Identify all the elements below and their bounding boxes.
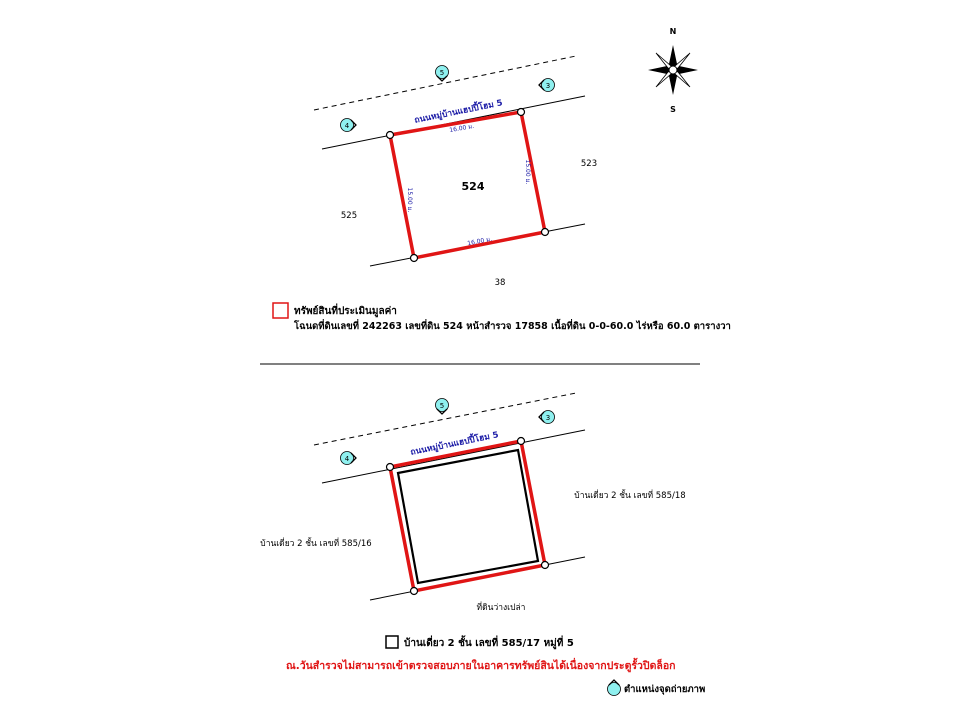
map2-photo-marker-3[interactable] bbox=[539, 411, 555, 424]
map2-corner-pin bbox=[387, 464, 394, 471]
map2-neighbor-east: บ้านเดี่ยว 2 ชั้น เลขที่ 585/18 bbox=[574, 491, 686, 501]
compass-north-label: N bbox=[669, 27, 677, 36]
map1-corner-pin bbox=[387, 132, 394, 139]
legend1-red-box-icon bbox=[273, 303, 288, 318]
compass bbox=[648, 27, 698, 114]
map1-parcel-number: 524 bbox=[461, 180, 485, 193]
photo-point-legend-icon bbox=[608, 680, 621, 696]
map2-parcel-boundary bbox=[390, 441, 545, 591]
map2-corner-pin bbox=[411, 588, 418, 595]
svg-text:3: 3 bbox=[545, 82, 551, 90]
svg-text:5: 5 bbox=[439, 402, 445, 410]
map1-corner-pin bbox=[411, 255, 418, 262]
map1-neighbor-east: 523 bbox=[580, 159, 598, 169]
map1-dim-right: 15.00 ม. bbox=[524, 159, 531, 185]
map1-land-plan bbox=[314, 56, 597, 288]
map2-photo-marker-5[interactable] bbox=[436, 399, 449, 415]
map2-neighbor-south: ที่ดินว่างเปล่า bbox=[476, 603, 526, 613]
map1-dim-bottom: 16.00 ม. bbox=[466, 235, 493, 248]
map1-photo-marker-4[interactable] bbox=[341, 119, 357, 132]
legend2-notice: ณ.วันสำรวจไม่สามารถเข้าตรวจสอบภายในอาคารทรัพย์สินได้เนื่องจากประตูรั้วปิดล็อก bbox=[286, 660, 676, 672]
svg-text:3: 3 bbox=[545, 414, 551, 422]
legend2-building: บ้านเดี่ยว 2 ชั้น เลขที่ 585/17 หมู่ที่ 5 bbox=[404, 638, 574, 649]
legend1-detail: โฉนดที่ดินเลขที่ 242263 เลขที่ดิน 524 หน้าสำรวจ 17858 เนื้อที่ดิน 0-0-60.0 ไร่หรือ 60.0 ตารางวา bbox=[294, 321, 731, 332]
map1-neighbor-west: 525 bbox=[340, 211, 358, 221]
map1-corner-pin bbox=[518, 109, 525, 116]
map1-photo-marker-3[interactable] bbox=[539, 79, 555, 92]
map1-corner-pin bbox=[542, 229, 549, 236]
map1-road-edge-dashed bbox=[314, 56, 576, 110]
map1-dim-left: 15.00 ม. bbox=[406, 187, 413, 213]
map2-road-name: ถนนหมู่บ้านแฮปปี้โฮม 5 bbox=[409, 430, 500, 458]
map1-dim-top: 16.00 ม. bbox=[448, 122, 475, 135]
svg-text:5: 5 bbox=[439, 69, 445, 77]
map1-photo-marker-5[interactable] bbox=[436, 66, 449, 82]
map1-road-name: ถนนหมู่บ้านแฮปปี้โฮม 5 bbox=[413, 98, 504, 126]
compass-south-label: S bbox=[670, 105, 676, 114]
map2-photo-marker-4[interactable] bbox=[341, 452, 357, 465]
map2-neighbor-west: บ้านเดี่ยว 2 ชั้น เลขที่ 585/16 bbox=[260, 539, 372, 549]
map1-neighbor-south: 38 bbox=[494, 278, 506, 288]
legend1-title: ทรัพย์สินที่ประเมินมูลค่า bbox=[294, 306, 397, 317]
svg-text:4: 4 bbox=[344, 122, 350, 130]
map2-building-footprint bbox=[398, 450, 538, 583]
map2-corner-pin bbox=[542, 562, 549, 569]
legend2-black-box-icon bbox=[386, 636, 398, 648]
map2-building-plan bbox=[260, 393, 685, 613]
map2-corner-pin bbox=[518, 438, 525, 445]
map2-road-edge bbox=[322, 430, 585, 483]
svg-text:4: 4 bbox=[344, 455, 350, 463]
legend2-photo-point-label: ตำแหน่งจุดถ่ายภาพ bbox=[624, 684, 706, 695]
